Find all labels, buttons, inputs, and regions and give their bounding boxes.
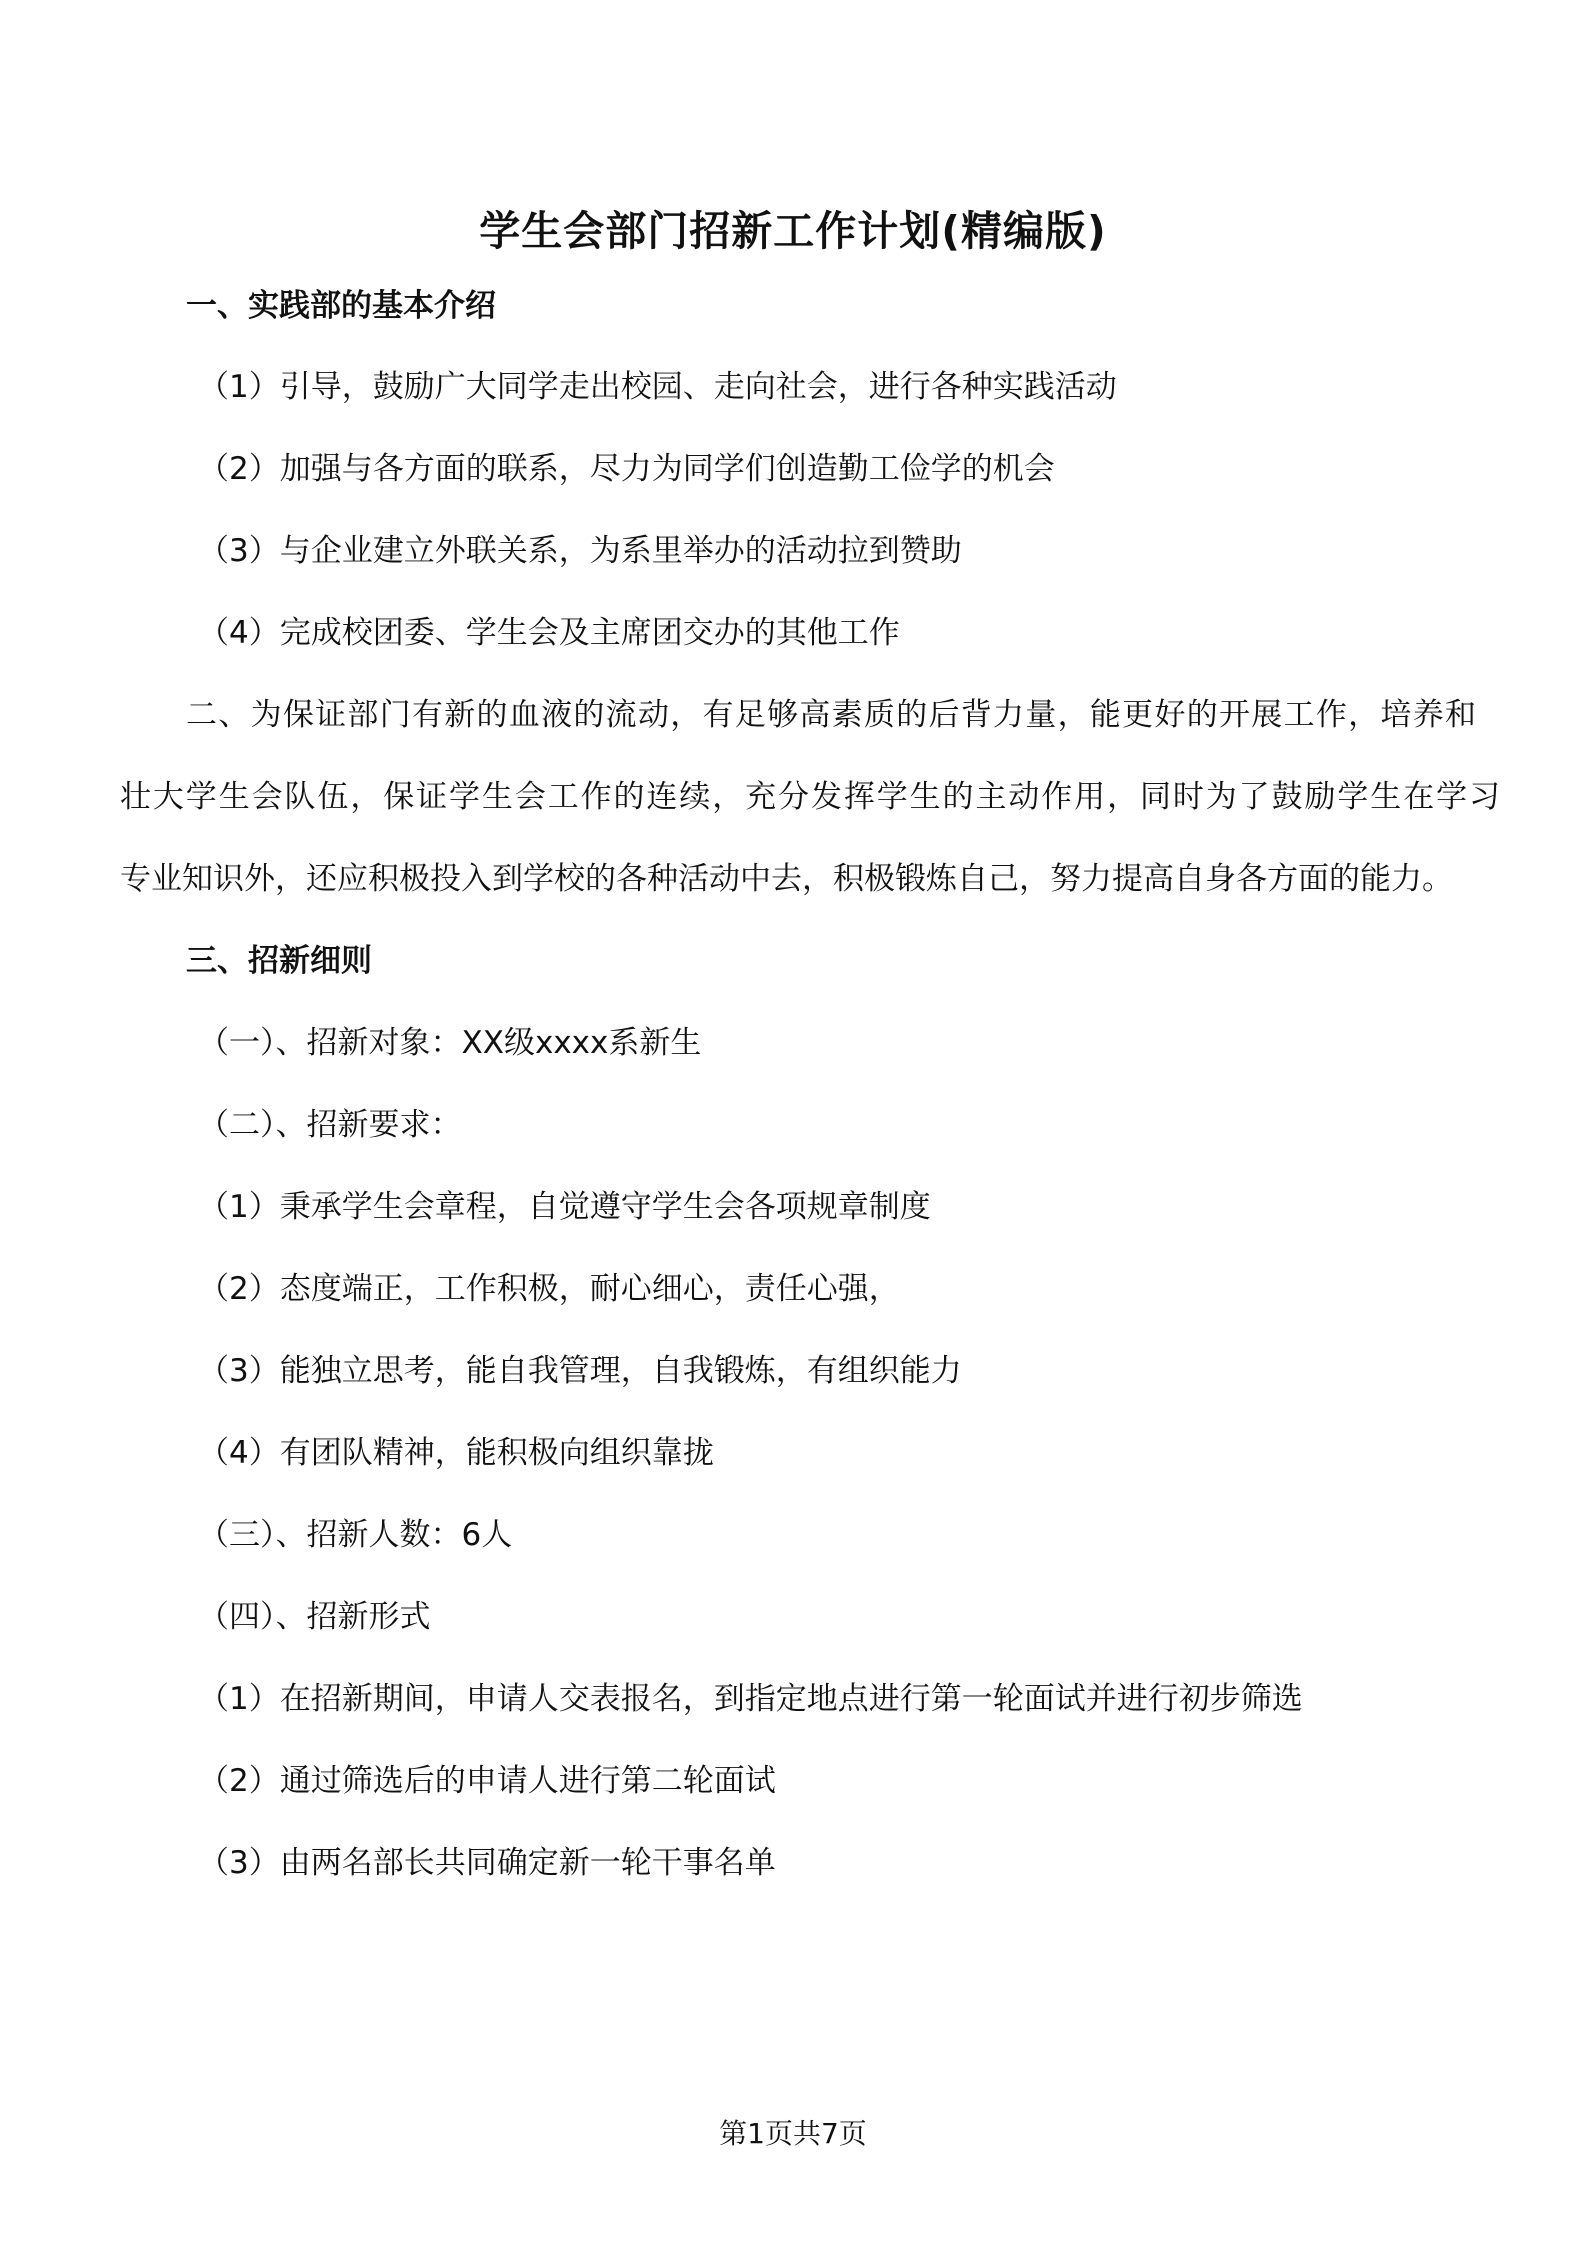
- list-item: （1）引导，鼓励广大同学走出校园、走向社会，进行各种实践活动: [198, 369, 1117, 405]
- paragraph-line: 专业知识外，还应积极投入到学校的各种活动中去，积极锻炼自己，努力提高自身各方面的能力。: [120, 861, 1453, 897]
- list-item: （3）由两名部长共同确定新一轮干事名单: [198, 1845, 776, 1881]
- list-item: （四）、招新形式: [198, 1599, 431, 1635]
- list-item: （3）与企业建立外联关系，为系里举办的活动拉到赞助: [198, 533, 962, 569]
- section-heading-recruitment-rules: 三、招新细则: [186, 943, 372, 979]
- document-title: 学生会部门招新工作计划(精编版): [479, 207, 1107, 255]
- list-item: （2）加强与各方面的联系，尽力为同学们创造勤工俭学的机会: [198, 451, 1055, 487]
- list-item: （2）通过筛选后的申请人进行第二轮面试: [198, 1763, 776, 1799]
- list-item: （一）、招新对象：XX级xxxx系新生: [198, 1025, 702, 1061]
- list-item: （3）能独立思考，能自我管理，自我锻炼，有组织能力: [198, 1353, 962, 1389]
- list-item: （1）在招新期间，申请人交表报名，到指定地点进行第一轮面试并进行初步筛选: [198, 1681, 1303, 1717]
- section-heading-practice-intro: 一、实践部的基本介绍: [186, 288, 496, 324]
- list-item: （4）完成校团委、学生会及主席团交办的其他工作: [198, 615, 900, 651]
- list-item: （三）、招新人数：6人: [198, 1517, 513, 1553]
- list-item: （2）态度端正，工作积极，耐心细心，责任心强，: [198, 1271, 900, 1307]
- paragraph-line: 二、为保证部门有新的血液的流动，有足够高素质的后背力量，能更好的开展工作，培养和: [186, 697, 1476, 733]
- list-item: （二）、招新要求：: [198, 1107, 462, 1143]
- list-item: （1）秉承学生会章程，自觉遵守学生会各项规章制度: [198, 1189, 931, 1225]
- list-item: （4）有团队精神，能积极向组织靠拢: [198, 1435, 714, 1471]
- page-number-footer: 第1页共7页: [719, 2117, 867, 2150]
- paragraph-line: 壮大学生会队伍，保证学生会工作的连续，充分发挥学生的主动作用，同时为了鼓励学生在学习: [120, 779, 1500, 815]
